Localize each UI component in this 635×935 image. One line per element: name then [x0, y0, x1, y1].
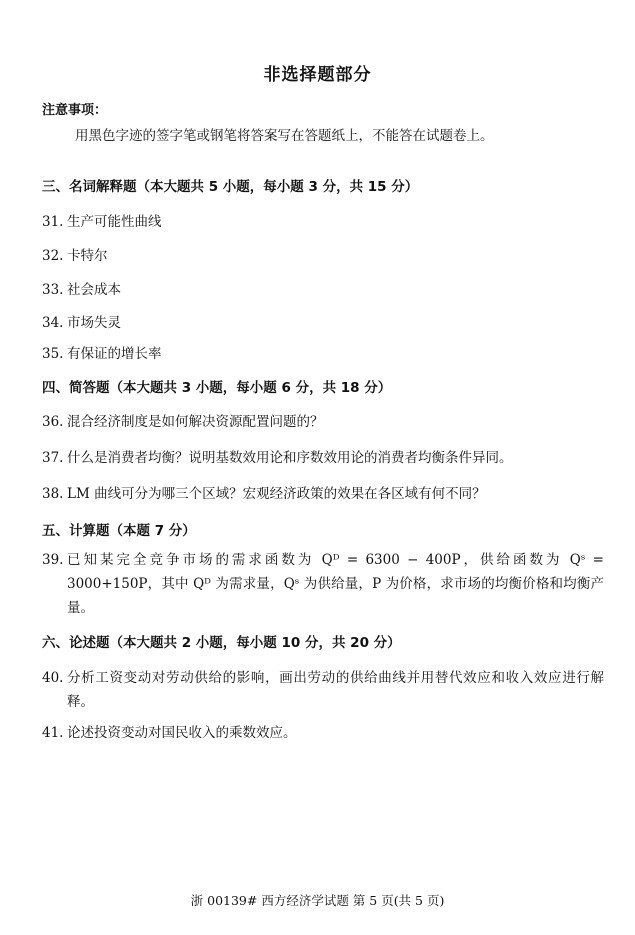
question-text: 已知某完全竞争市场的需求函数为 Qᴰ = 6300 − 400P，供给函数为 Qˢ = 3000+150P，其中 Qᴰ 为需求量，Qˢ 为供给量，P 为价格，求市场的均衡价格和均衡产量。 — [67, 552, 604, 616]
section-heading-terms: 三、名词解释题（本大题共 5 小题，每小题 3 分，共 15 分） — [42, 179, 419, 195]
question-text: 生产可能性曲线 — [67, 214, 162, 230]
question-text: 社会成本 — [67, 282, 121, 298]
question-number: 41. — [42, 725, 64, 741]
question-number: 31. — [42, 214, 64, 230]
question-text: 混合经济制度是如何解决资源配置问题的？ — [67, 414, 324, 430]
question-number: 38. — [42, 486, 64, 502]
question-32 — [42, 244, 108, 264]
question-number: 36. — [42, 414, 64, 430]
question-text: 什么是消费者均衡？说明基数效用论和序数效用论的消费者均衡条件异同。 — [67, 450, 513, 466]
notice-text: 用黑色字迹的签字笔或钢笔将答案写在答题纸上，不能答在试题卷上。 — [75, 128, 494, 144]
question-text: 分析工资变动对劳动供给的影响，画出劳动的供给曲线并用替代效应和收入效应进行解释。 — [67, 670, 604, 710]
question-number: 37. — [42, 450, 64, 466]
notice-label: 注意事项： — [42, 103, 108, 118]
question-text: 有保证的增长率 — [67, 346, 162, 362]
section-heading-calculation: 五、计算题（本题 7 分） — [42, 523, 196, 539]
question-number: 35. — [42, 346, 64, 362]
question-36 — [42, 410, 324, 430]
question-text: 论述投资变动对国民收入的乘数效应。 — [67, 725, 297, 741]
question-40 — [42, 666, 604, 714]
section-heading-essay: 六、论述题（本大题共 2 小题，每小题 10 分，共 20 分） — [42, 635, 401, 651]
question-35 — [42, 342, 162, 362]
question-number: 39. — [42, 552, 64, 568]
question-33 — [42, 278, 121, 298]
section-heading-short-answer: 四、简答题（本大题共 3 小题，每小题 6 分，共 18 分） — [42, 380, 392, 396]
page-footer: 浙 00139# 西方经济学试题 第 5 页(共 5 页) — [190, 893, 445, 908]
page-title: 非选择题部分 — [263, 65, 372, 85]
question-number: 33. — [42, 282, 64, 298]
question-37 — [42, 446, 513, 466]
question-31 — [42, 210, 162, 230]
question-39 — [42, 548, 604, 620]
question-number: 40. — [42, 670, 64, 686]
question-number: 34. — [42, 315, 64, 331]
question-text: LM 曲线可分为哪三个区域？宏观经济政策的效果在各区域有何不同？ — [67, 486, 486, 502]
question-34 — [42, 311, 121, 331]
question-41 — [42, 721, 297, 741]
question-number: 32. — [42, 248, 64, 264]
question-38 — [42, 482, 486, 502]
question-text: 市场失灵 — [67, 315, 121, 331]
question-text: 卡特尔 — [67, 248, 108, 264]
